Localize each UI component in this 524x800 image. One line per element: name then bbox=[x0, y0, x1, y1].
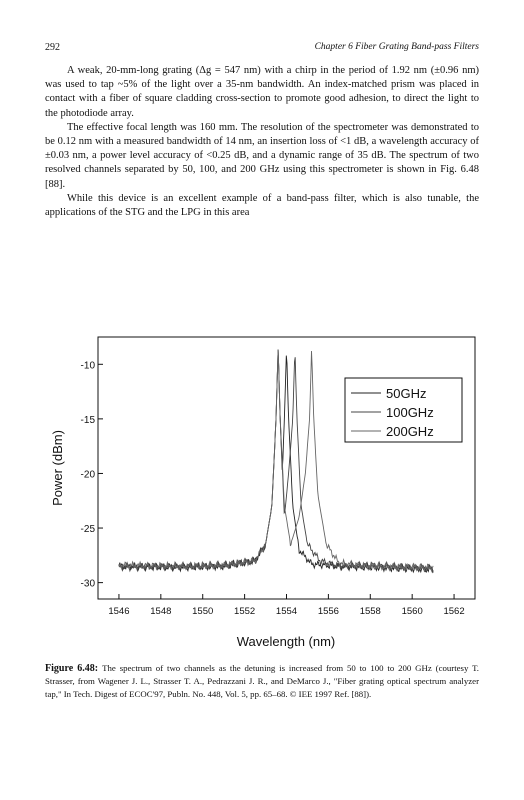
legend-label-50ghz: 50GHz bbox=[386, 386, 427, 401]
y-tick-label: -25 bbox=[80, 524, 95, 536]
figure-caption bbox=[45, 662, 479, 700]
x-tick-label: 1560 bbox=[401, 606, 423, 617]
y-tick-label: -15 bbox=[80, 414, 95, 426]
body-text bbox=[45, 64, 479, 220]
x-tick-label: 1554 bbox=[275, 606, 298, 617]
page-number: 292 bbox=[45, 42, 60, 53]
x-tick-label: 1550 bbox=[192, 606, 214, 617]
legend-label-200ghz: 200GHz bbox=[386, 424, 434, 439]
paragraph-3: While this device is an excellent example of a band-pass filter, which is also tunable, the applications of the STG and the LPG in this area bbox=[45, 192, 479, 219]
x-tick-label: 1548 bbox=[150, 606, 172, 617]
x-tick-label: 1556 bbox=[317, 606, 339, 617]
figure-6-48 bbox=[40, 332, 490, 657]
x-tick-label: 1558 bbox=[359, 606, 381, 617]
x-tick-label: 1562 bbox=[443, 606, 465, 617]
plot-frame bbox=[98, 337, 475, 599]
spectrum-chart bbox=[40, 332, 490, 657]
legend bbox=[345, 378, 462, 442]
x-axis-label: Wavelength (nm) bbox=[236, 634, 336, 649]
caption-text: The spectrum of two channels as the detuning is increased from 50 to 100 to 200 GHz (courtesy T. Strasser, from Wagener J. L., Strasser T. A., Pedrazzani J. R., and DeMarco J., "Fiber grating optical spectrum analyzer tap," In Tech. Digest of ECOC'97, Publn. No. 448, Vol. 5, pp. 65–68. © IEE 1997 Ref. [88]). bbox=[45, 663, 479, 699]
y-axis-label: Power (dBm) bbox=[50, 430, 65, 506]
x-tick-label: 1552 bbox=[234, 606, 256, 617]
x-tick-label: 1546 bbox=[108, 606, 130, 617]
paragraph-1: A weak, 20-mm-long grating (Δg = 547 nm) with a chirp in the period of 1.92 nm (±0.96 nm) was used to tap ~5% of the light over a 35-nm bandwidth. An index-matched prism was placed in contact with a fiber of square cladding cross-section to promote good adhesion, to direct the light to the photodiode array. bbox=[45, 65, 479, 119]
y-tick-label: -20 bbox=[80, 469, 95, 481]
paragraph-2: The effective focal length was 160 mm. The resolution of the spectrometer was demonstrated to be 0.12 nm with a measured bandwidth of 14 nm, an insertion loss of <1 dB, a wavelength accuracy of ±0.03 nm, a power level accuracy of <0.25 dB, and a dynamic range of 35 dB. The spectrum of two resolved channels separated by 50, 100, and 200 GHz using this spectrometer is shown in Fig. 6.48 [88]. bbox=[45, 121, 479, 190]
running-head: Chapter 6 Fiber Grating Band-pass Filters bbox=[314, 42, 479, 52]
y-tick-label: -10 bbox=[80, 360, 95, 372]
y-tick-label: -30 bbox=[80, 578, 95, 590]
caption-label: Figure 6.48: bbox=[45, 663, 99, 674]
legend-label-100ghz: 100GHz bbox=[386, 405, 434, 420]
